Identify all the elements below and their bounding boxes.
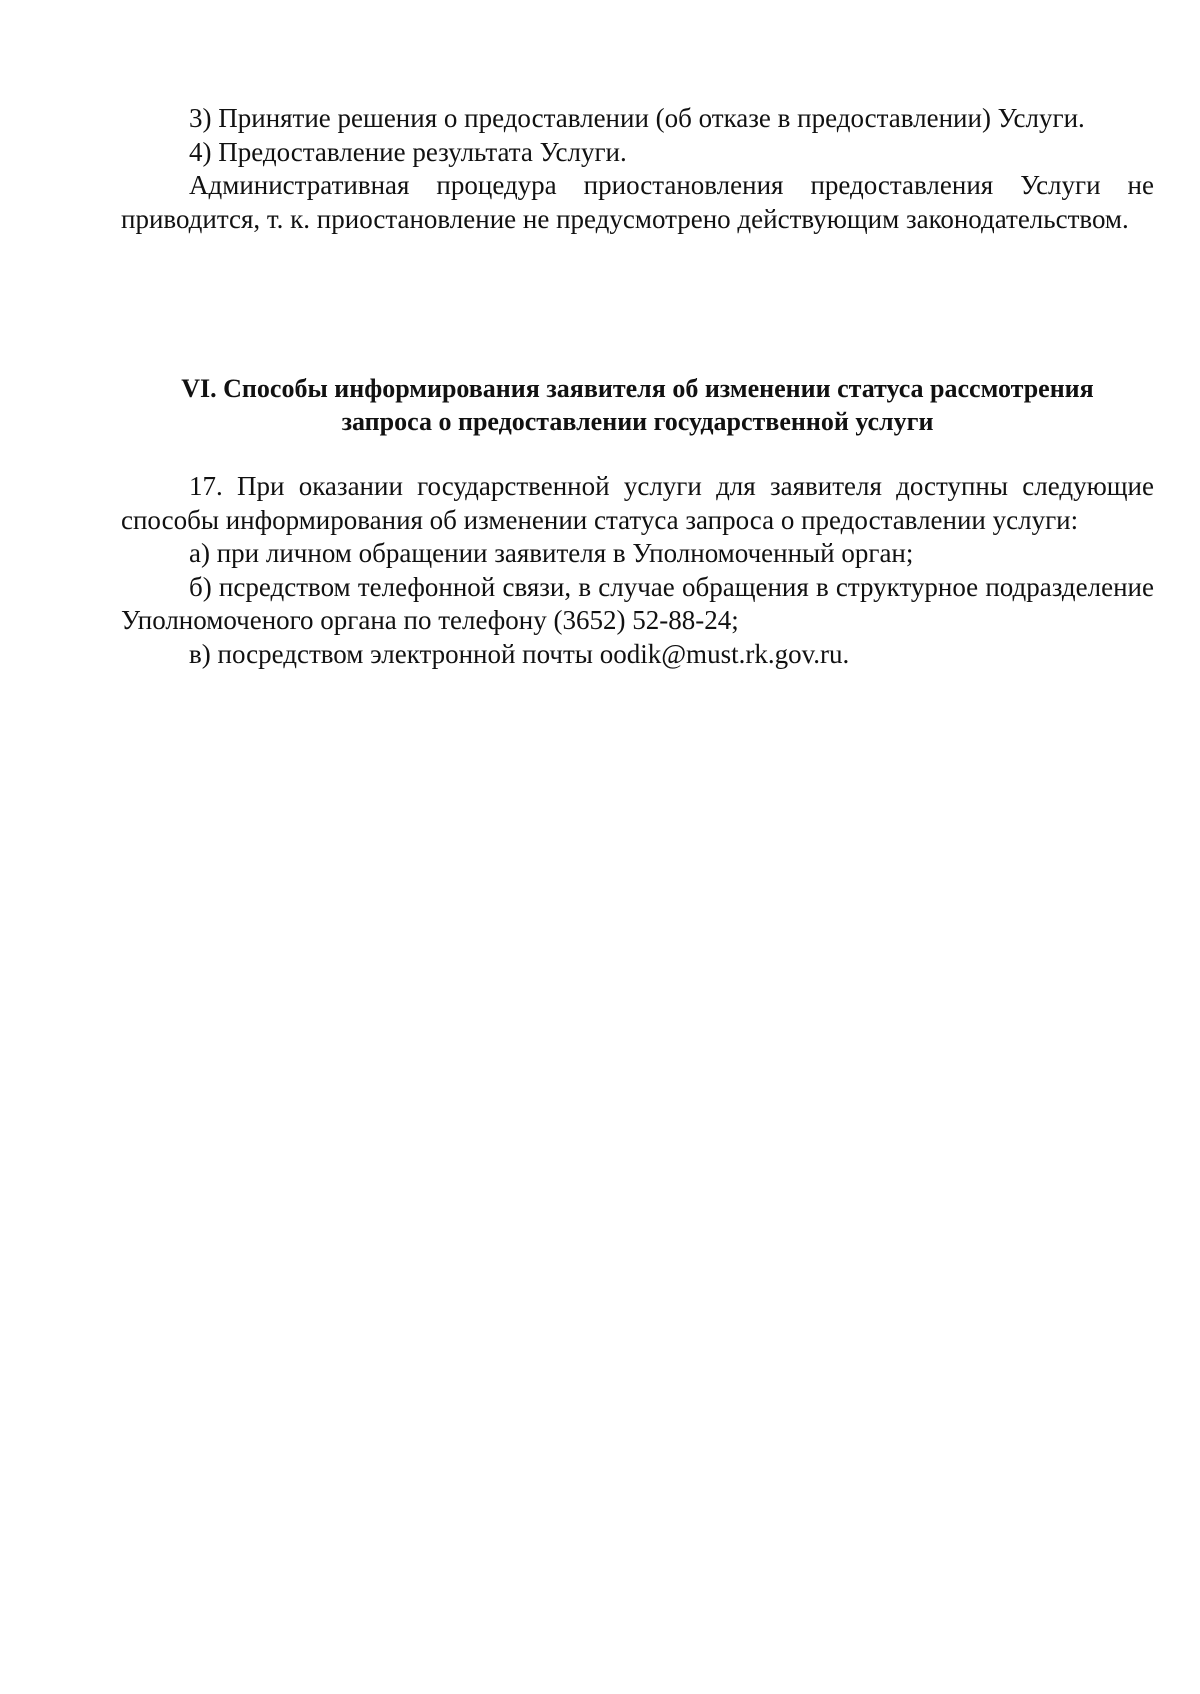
paragraph-17: 17. При оказании государственной услуги для заявителя доступны следующие способы информирования об изменении статуса запроса о предоставлении услуги:: [121, 471, 1154, 535]
section-body: [121, 470, 1154, 671]
procedure-list: [121, 102, 1154, 236]
procedure-item-4: 4) Предоставление результата Услуги.: [189, 136, 627, 167]
list-item-a: а) при личном обращении заявителя в Уполномоченный орган;: [189, 538, 914, 568]
list-item-b: б) псредством телефонной связи, в случае обращения в структурное подразделение Уполномоченого органа по телефону (3652) 52-88-24;: [121, 571, 1154, 635]
procedure-item-3: 3) Принятие решения о предоставлении (об отказе в предоставлении) Услуги.: [189, 103, 1085, 133]
list-item-v: в) посредством электронной почты oodik@must.rk.gov.ru.: [189, 638, 850, 669]
section-title-line-1: VI. Способы информирования заявителя об изменении статуса рассмотрения: [181, 374, 1094, 403]
section-title-line-2: запроса о предоставлении государственной услуги: [341, 407, 934, 436]
section-heading: [121, 372, 1154, 438]
section-title: [121, 372, 1154, 438]
suspension-note: Административная процедура приостановления предоставления Услуги не приводится, т. к. приостановление не предусмотрено действующим законодательством.: [121, 170, 1154, 234]
